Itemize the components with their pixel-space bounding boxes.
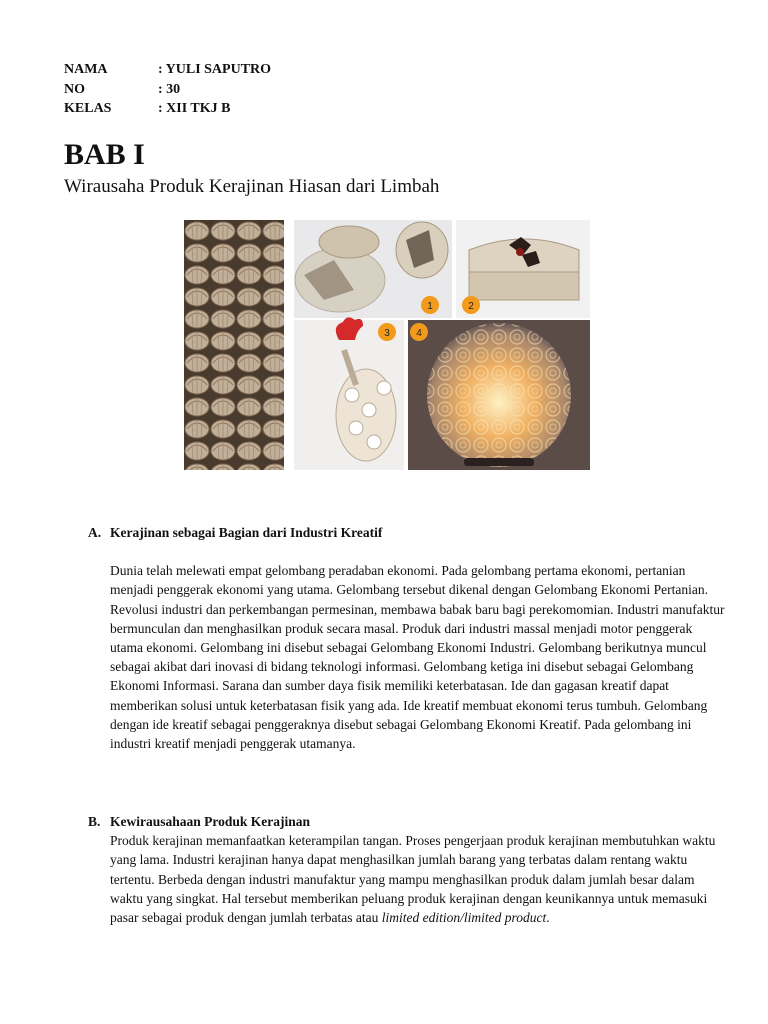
info-label: NAMA <box>64 62 108 77</box>
info-value: : YULI SAPUTRO <box>158 62 272 77</box>
badge-label: 2 <box>468 301 474 312</box>
badge-label: 3 <box>384 328 390 339</box>
section-a <box>88 523 728 753</box>
paragraph-italic: limited edition/limited product <box>381 910 547 926</box>
chapter-title: BAB I <box>64 138 145 171</box>
collage-svg <box>184 220 590 470</box>
chapter-subtitle: Wirausaha Produk Kerajinan Hiasan dari Limbah <box>64 176 440 197</box>
badge-label: 4 <box>416 328 422 339</box>
info-value: : XII TKJ B <box>158 101 231 116</box>
info-label: KELAS <box>64 101 112 116</box>
section-heading <box>88 523 728 542</box>
shell-pile-photo <box>184 220 284 470</box>
section-title: Kewirausahaan Produk Kerajinan <box>110 814 311 829</box>
info-row-number <box>64 80 271 100</box>
paragraph: Dunia telah melewati empat gelombang peradaban ekonomi. Pada gelombang pertama ekonomi, pertanian menjadi penggerak ekonomi yang utama. Gelombang tersebut dikenal dengan Gelombang Ekonomi Pertanian. Revolusi industri dan perkembangan permesinan, membawa babak baru bagi perekomomian. Industri manufaktur bermunculan dan menghasilkan produk secara masal. Produk dari industri massal menjadi motor penggerak utama ekonomi. Gelombang ini disebut sebagai Gelombang Ekonomi Industri. Gelombang berikutnya muncul sebagai akibat dari inovasi di bidang teknologi informasi. Gelombang ketiga ini disebut sebagai Gelombang Ekonomi Informasi. Sarana dan sumber daya fisik memiliki keterbatasan. Ide dan gagasan kreatif dapat memberikan solusi untuk keterbatasan fisik yang ada. Ide kreatif membuat ekonomi terus tumbuh. Gelombang dengan ide kreatif sebagai penggeraknya disebut sebagai Gelombang Ekonomi Kreatif. Pada gelombang ini industri kreatif menjadi penggerak utamanya. <box>110 563 725 752</box>
paragraph-text: Produk kerajinan memanfaatkan keterampilan tangan. Proses pengerjaan produk kerajinan membutuhkan waktu yang lama. Industri kerajinan hanya dapat menghasilkan jumlah barang yang terbatas dalam rentang waktu tertentu. Berbeda dengan industri manufaktur yang mampu menghasilkan produk dalam jumlah besar dalam waktu yang singkat. Hal tersebut memberikan peluang produk kerajinan dengan keunikannya untuk memasuki pasar sebagai produk dengan jumlah terbatas atau <box>110 833 716 926</box>
section-heading <box>88 812 728 831</box>
badge-1 <box>421 296 439 314</box>
badge-2 <box>462 296 480 314</box>
paragraph-end: . <box>546 910 550 926</box>
craft-photo-collage <box>184 220 590 470</box>
paragraph <box>110 831 728 927</box>
info-row-class <box>64 99 271 119</box>
badge-3 <box>378 323 396 341</box>
info-value: : 30 <box>158 81 181 97</box>
section-letter: A. <box>88 525 102 540</box>
section-body <box>110 831 728 927</box>
section-b <box>88 812 728 927</box>
section-title: Kerajinan sebagai Bagian dari Industri Kreatif <box>110 525 383 540</box>
section-body <box>110 561 728 753</box>
info-row-name <box>64 60 271 80</box>
badge-4 <box>410 323 428 341</box>
section-letter: B. <box>88 814 101 829</box>
badge-label: 1 <box>427 301 433 312</box>
student-info <box>64 60 271 119</box>
shell-lamp-photo <box>408 320 590 470</box>
info-label: NO <box>64 81 85 97</box>
